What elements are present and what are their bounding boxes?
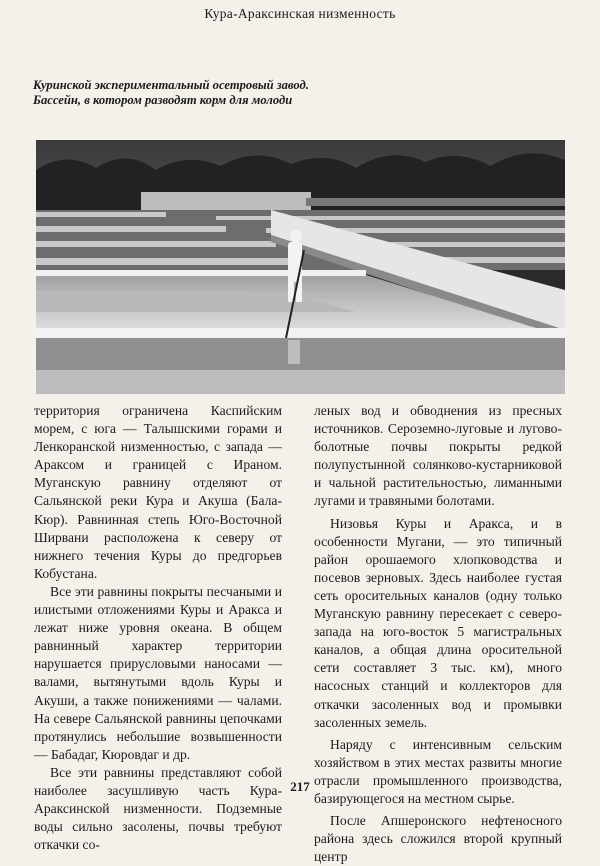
paragraph: леных вод и обводнения из пресных источников. Сероземно-луговые и лугово-болотные почвы покрыты редкой полупустынной солянково-кустарниковой и чальной растительностью, лиманными лугами и травяными болотами. [314, 403, 562, 509]
photo-fish-hatchery-pools [36, 140, 565, 394]
paragraph: Низовья Куры и Аракса, и в особенности Мугани, — это типичный район орошаемого хлопководства и посевов зерновых. Здесь наиболее густая сеть оросительных каналов (одну только Муганскую равнину пересекает с северо-запада на юго-восток 5 магистральных каналов, а общая длина оросительной сети составляет 3 тыс. км), много насосных станций и коллекторов для откачки засоленных вод и промывки засоленных земель. [314, 515, 562, 730]
paragraph: Все эти равнины покрыты песчаными и илистыми отложениями Куры и Аракса и лежат ниже уровня океана. В общем равнинный характер территории нарушается прирусловыми наносами — валами, вытянутыми вдоль Куры и Акуши, а также понижениями — чалами. На севере Сальянской равнины цепочками протянулись небольшие возвышенности — Бабадаг, Кюровдаг и др. [34, 583, 282, 762]
paragraph: Все эти равнины представляют собой наиболее засушливую часть Кура-Араксинской низменности. Подземные воды сильно засолены, почвы требуют откачки со- [34, 764, 282, 853]
page-number: 217 [290, 779, 310, 794]
text-column-right [314, 402, 562, 866]
figure-caption: Куринской экспериментальный осетровый завод. Бассейн, в котором разводят корм для молоди [33, 78, 309, 107]
running-header: Кура-Араксинская низменность [204, 6, 396, 21]
paragraph: Наряду с интенсивным сельским хозяйством в этих местах развиты многие отрасли промышленного производства, базирующегося на местном сырье. [314, 736, 562, 806]
paragraph: территория ограничена Каспийским морем, с юга — Талышскими горами и Ленкоранской низменностью, с запада — Араксом и границей с Ираном. Муганскую равнину отделяют от Сальянской реки Кура и Акуша (Бала-Кюр). Равнинная степь Юго-Восточной Ширвани расположена к северу от нижнего течения Куры до предгорьев Кобустана. [34, 403, 282, 581]
paragraph: После Апшеронского нефтеносного района здесь сложился второй крупный центр [314, 813, 562, 865]
